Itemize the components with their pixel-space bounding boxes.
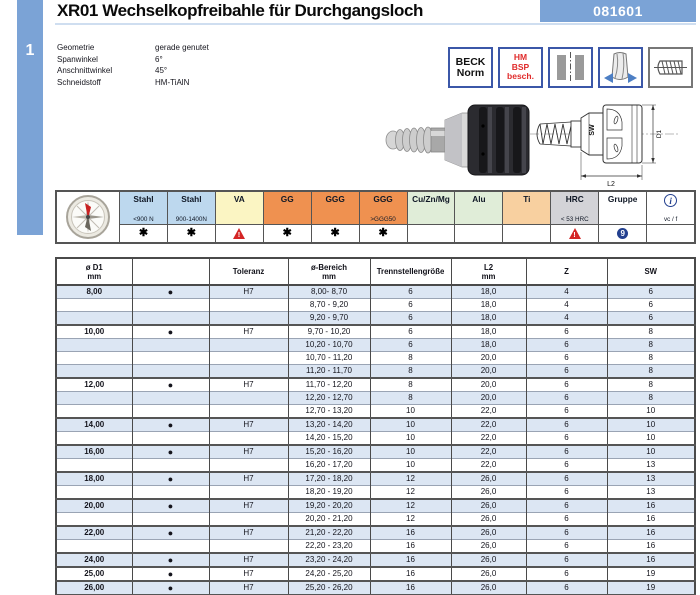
- table-row: [56, 567, 695, 581]
- cell-z: 6: [526, 567, 607, 581]
- cell-d1: [56, 405, 132, 419]
- table-row: [56, 392, 695, 405]
- cell-trenn: 12: [370, 513, 451, 527]
- cell-trenn: 16: [370, 553, 451, 567]
- cell-trenn: 16: [370, 540, 451, 554]
- cell-d1: 26,00: [56, 581, 132, 595]
- cell-dot: [132, 432, 209, 446]
- cell-sw: 16: [607, 513, 695, 527]
- cell-z: 6: [526, 432, 607, 446]
- cell-range: 18,20 - 19,20: [288, 486, 370, 500]
- cell-dot: ●: [132, 285, 209, 299]
- material-sublabel: <900 N: [133, 216, 154, 224]
- cell-d1: [56, 312, 132, 326]
- dim-label-d1: D1: [656, 129, 663, 139]
- cell-range: 11,70 - 12,20: [288, 378, 370, 392]
- cell-z: 6: [526, 513, 607, 527]
- material-suitability-cell: [408, 224, 455, 242]
- info-icon: i: [664, 194, 677, 207]
- cell-tol: [209, 459, 288, 473]
- table-row: [56, 432, 695, 446]
- spec-value: 45°: [155, 66, 168, 75]
- cell-z: 6: [526, 325, 607, 339]
- material-name: Alu: [472, 194, 486, 204]
- material-column: [168, 192, 216, 242]
- cell-trenn: 10: [370, 432, 451, 446]
- cell-sw: 8: [607, 352, 695, 365]
- cell-range: 21,20 - 22,20: [288, 526, 370, 540]
- cell-l2: 20,0: [451, 392, 526, 405]
- table-header-row: [56, 258, 695, 285]
- material-suitability-cell: [647, 224, 694, 242]
- cell-d1: [56, 432, 132, 446]
- cell-dot: [132, 352, 209, 365]
- cell-sw: 8: [607, 325, 695, 339]
- cell-d1: 16,00: [56, 445, 132, 459]
- product-code-badge: 081601: [540, 0, 696, 22]
- table-row: [56, 526, 695, 540]
- cell-tol: [209, 392, 288, 405]
- table-row: [56, 365, 695, 379]
- cell-l2: 26,0: [451, 540, 526, 554]
- dim-label-sw: SW: [589, 124, 596, 136]
- through-hole-cross-section-icon: [548, 47, 593, 88]
- cell-z: 6: [526, 445, 607, 459]
- cell-dot: [132, 486, 209, 500]
- cell-sw: 10: [607, 432, 695, 446]
- cell-dot: [132, 339, 209, 352]
- warning-icon: [569, 228, 581, 239]
- col-header-z: Z: [526, 258, 607, 285]
- cell-z: 6: [526, 526, 607, 540]
- material-suitability-cell: [360, 224, 407, 242]
- spec-label: Anschnittwinkel: [57, 66, 113, 75]
- table-row: [56, 405, 695, 419]
- cell-dot: [132, 299, 209, 312]
- cell-l2: 18,0: [451, 285, 526, 299]
- cell-d1: [56, 299, 132, 312]
- cell-range: 11,20 - 11,70: [288, 365, 370, 379]
- cell-tol: H7: [209, 499, 288, 513]
- cell-z: 4: [526, 299, 607, 312]
- cell-range: 15,20 - 16,20: [288, 445, 370, 459]
- material-column: [120, 192, 168, 242]
- cell-z: 6: [526, 553, 607, 567]
- col-header-d1: ø D1 mm: [56, 258, 132, 285]
- badge-row: [448, 47, 693, 88]
- cell-tol: H7: [209, 472, 288, 486]
- spec-row-spanwinkel: [57, 54, 209, 66]
- cell-z: 6: [526, 418, 607, 432]
- cell-d1: [56, 339, 132, 352]
- material-column: [408, 192, 456, 242]
- table-body: [56, 285, 695, 595]
- material-name: VA: [233, 194, 245, 204]
- cell-d1: 24,00: [56, 553, 132, 567]
- table-row: [56, 418, 695, 432]
- cell-l2: 18,0: [451, 312, 526, 326]
- group-number-badge: 9: [617, 228, 628, 239]
- cell-trenn: 8: [370, 365, 451, 379]
- material-name: GGG: [373, 194, 393, 204]
- beck-norm-badge: BECK Norm: [448, 47, 493, 88]
- cell-trenn: 6: [370, 299, 451, 312]
- table-row: [56, 445, 695, 459]
- table-row: [56, 312, 695, 326]
- material-suitability-cell: [312, 224, 359, 242]
- cell-l2: 26,0: [451, 553, 526, 567]
- material-name: HRC: [565, 194, 584, 204]
- material-suitability-cell: [168, 224, 215, 242]
- cell-sw: 6: [607, 285, 695, 299]
- table-row: [56, 499, 695, 513]
- section-tab: [17, 0, 43, 235]
- cell-d1: [56, 459, 132, 473]
- cell-dot: [132, 312, 209, 326]
- cell-tol: H7: [209, 445, 288, 459]
- cell-z: 6: [526, 486, 607, 500]
- table-row: [56, 472, 695, 486]
- cell-tol: [209, 432, 288, 446]
- material-sublabel: 900-1400N: [175, 216, 207, 224]
- cell-l2: 22,0: [451, 432, 526, 446]
- cell-sw: 16: [607, 553, 695, 567]
- material-name: GG: [280, 194, 294, 204]
- cell-d1: 8,00: [56, 285, 132, 299]
- cell-dot: ●: [132, 418, 209, 432]
- star-icon: ✱: [138, 227, 149, 240]
- cell-dot: ●: [132, 526, 209, 540]
- spec-value: gerade genutet: [155, 43, 209, 52]
- cell-l2: 22,0: [451, 459, 526, 473]
- table-row: [56, 513, 695, 527]
- material-suitability-cell: [120, 224, 167, 242]
- cell-trenn: 10: [370, 405, 451, 419]
- cell-trenn: 16: [370, 581, 451, 595]
- table-row: [56, 540, 695, 554]
- cell-dot: ●: [132, 445, 209, 459]
- cell-l2: 20,0: [451, 378, 526, 392]
- spec-label: Geometrie: [57, 43, 95, 52]
- cell-sw: 10: [607, 445, 695, 459]
- cell-z: 4: [526, 285, 607, 299]
- cell-range: 12,20 - 12,70: [288, 392, 370, 405]
- cell-trenn: 16: [370, 567, 451, 581]
- material-name: Stahl: [181, 194, 202, 204]
- cell-l2: 18,0: [451, 339, 526, 352]
- cell-dot: ●: [132, 567, 209, 581]
- cell-l2: 20,0: [451, 352, 526, 365]
- cell-trenn: 10: [370, 418, 451, 432]
- cell-sw: 10: [607, 405, 695, 419]
- cell-d1: [56, 352, 132, 365]
- table-row: [56, 352, 695, 365]
- table-row: [56, 378, 695, 392]
- cell-dot: ●: [132, 378, 209, 392]
- cell-range: 10,70 - 11,20: [288, 352, 370, 365]
- cell-l2: 26,0: [451, 581, 526, 595]
- cell-tol: H7: [209, 526, 288, 540]
- cell-tol: [209, 540, 288, 554]
- cell-trenn: 6: [370, 339, 451, 352]
- cell-dot: [132, 513, 209, 527]
- cell-tol: H7: [209, 325, 288, 339]
- dim-label-l2: L2: [607, 181, 615, 188]
- cell-l2: 22,0: [451, 418, 526, 432]
- cell-dot: ●: [132, 499, 209, 513]
- material-suitability-cell: [216, 224, 263, 242]
- cell-dot: [132, 405, 209, 419]
- cell-range: 25,20 - 26,20: [288, 581, 370, 595]
- cell-sw: 16: [607, 499, 695, 513]
- cell-z: 6: [526, 405, 607, 419]
- material-column: [503, 192, 551, 242]
- cell-sw: 6: [607, 299, 695, 312]
- cell-range: 24,20 - 25,20: [288, 567, 370, 581]
- cell-tol: [209, 339, 288, 352]
- cell-tol: H7: [209, 581, 288, 595]
- cell-tol: H7: [209, 567, 288, 581]
- table-row: [56, 581, 695, 595]
- cell-tol: H7: [209, 553, 288, 567]
- spec-value: 6°: [155, 54, 163, 64]
- cell-tol: [209, 299, 288, 312]
- spec-value: HM-TiAlN: [155, 77, 190, 87]
- cell-l2: 26,0: [451, 567, 526, 581]
- material-name: Gruppe: [607, 194, 638, 204]
- cell-z: 6: [526, 392, 607, 405]
- cell-dot: ●: [132, 472, 209, 486]
- cell-d1: [56, 540, 132, 554]
- cell-z: 6: [526, 540, 607, 554]
- material-column: [551, 192, 599, 242]
- cell-trenn: 12: [370, 472, 451, 486]
- cell-range: 8,00- 8,70: [288, 285, 370, 299]
- cell-tol: [209, 405, 288, 419]
- threaded-shank-icon: [648, 47, 693, 88]
- cell-d1: [56, 365, 132, 379]
- cell-l2: 26,0: [451, 499, 526, 513]
- spec-list: [57, 42, 209, 88]
- cell-z: 6: [526, 339, 607, 352]
- cell-l2: 26,0: [451, 513, 526, 527]
- cell-z: 6: [526, 499, 607, 513]
- cell-tol: [209, 486, 288, 500]
- col-header-trennstellengroesse: Trennstellengröße: [370, 258, 451, 285]
- cell-l2: 26,0: [451, 472, 526, 486]
- cell-sw: 8: [607, 392, 695, 405]
- spec-label: Spanwinkel: [57, 54, 98, 64]
- col-header-bereich: ø-Bereich mm: [288, 258, 370, 285]
- material-suitability-cell: [455, 224, 502, 242]
- cell-range: 12,70 - 13,20: [288, 405, 370, 419]
- cell-tol: [209, 365, 288, 379]
- cell-trenn: 10: [370, 445, 451, 459]
- cell-z: 6: [526, 378, 607, 392]
- material-sublabel: < 53 HRC: [560, 216, 589, 224]
- material-column: [312, 192, 360, 242]
- cell-range: 9,20 - 9,70: [288, 312, 370, 326]
- material-suitability-cell: [503, 224, 550, 242]
- table-row: [56, 486, 695, 500]
- cell-range: 13,20 - 14,20: [288, 418, 370, 432]
- spec-row-anschnittwinkel: [57, 65, 209, 77]
- cell-trenn: 6: [370, 325, 451, 339]
- material-sublabel: >GGG50: [370, 216, 396, 224]
- cell-tol: [209, 513, 288, 527]
- material-name: GGG: [325, 194, 345, 204]
- material-column: [264, 192, 312, 242]
- cell-range: 8,70 - 9,20: [288, 299, 370, 312]
- cell-sw: 19: [607, 581, 695, 595]
- material-sublabel: vc / f: [663, 216, 678, 224]
- table-row: [56, 339, 695, 352]
- star-icon: ✱: [282, 227, 292, 240]
- cell-sw: 8: [607, 339, 695, 352]
- cell-range: 14,20 - 15,20: [288, 432, 370, 446]
- cell-sw: 19: [607, 567, 695, 581]
- cell-range: 19,20 - 20,20: [288, 499, 370, 513]
- cell-tol: [209, 352, 288, 365]
- material-column: [599, 192, 647, 242]
- cell-dot: [132, 365, 209, 379]
- cell-z: 6: [526, 581, 607, 595]
- cell-sw: 13: [607, 486, 695, 500]
- cell-d1: 12,00: [56, 378, 132, 392]
- warning-icon: [233, 228, 245, 239]
- col-header-sw: SW: [607, 258, 695, 285]
- cell-trenn: 16: [370, 526, 451, 540]
- cell-sw: 13: [607, 472, 695, 486]
- cell-range: 23,20 - 24,20: [288, 553, 370, 567]
- cell-dot: [132, 459, 209, 473]
- cell-z: 6: [526, 459, 607, 473]
- cell-range: 22,20 - 23,20: [288, 540, 370, 554]
- table-row: [56, 553, 695, 567]
- cell-range: 10,20 - 10,70: [288, 339, 370, 352]
- star-icon: ✱: [186, 227, 196, 240]
- cell-trenn: 10: [370, 459, 451, 473]
- cell-l2: 20,0: [451, 365, 526, 379]
- col-header-toleranz: Toleranz: [209, 258, 288, 285]
- cell-range: 16,20 - 17,20: [288, 459, 370, 473]
- cell-d1: 22,00: [56, 526, 132, 540]
- cell-sw: 16: [607, 540, 695, 554]
- cell-d1: [56, 513, 132, 527]
- cell-tol: [209, 312, 288, 326]
- cell-sw: 8: [607, 378, 695, 392]
- cell-z: 4: [526, 312, 607, 326]
- spec-row-geometrie: [57, 42, 209, 54]
- spec-label: Schneidstoff: [57, 77, 101, 87]
- cell-d1: 18,00: [56, 472, 132, 486]
- cell-sw: 13: [607, 459, 695, 473]
- material-column: [647, 192, 694, 242]
- cell-d1: 10,00: [56, 325, 132, 339]
- cell-trenn: 8: [370, 378, 451, 392]
- dimension-table: [55, 257, 696, 595]
- cell-dot: ●: [132, 325, 209, 339]
- col-header-availability: [132, 258, 209, 285]
- material-name: Stahl: [133, 194, 154, 204]
- cell-d1: 25,00: [56, 567, 132, 581]
- cell-z: 6: [526, 472, 607, 486]
- cell-l2: 22,0: [451, 445, 526, 459]
- material-column: [360, 192, 408, 242]
- star-icon: ✱: [330, 227, 340, 240]
- cell-sw: 16: [607, 526, 695, 540]
- cell-dot: [132, 392, 209, 405]
- material-suitability-cell: [599, 224, 646, 242]
- product-photo: [383, 98, 533, 183]
- material-column: [216, 192, 264, 242]
- cell-trenn: 6: [370, 312, 451, 326]
- cell-trenn: 12: [370, 486, 451, 500]
- section-number: 1: [25, 42, 35, 59]
- cell-range: 9,70 - 10,20: [288, 325, 370, 339]
- cell-l2: 18,0: [451, 299, 526, 312]
- cell-z: 6: [526, 352, 607, 365]
- page-title: XR01 Wechselkopfreibahle für Durchgangsloch: [57, 1, 424, 20]
- col-header-l2: L2 mm: [451, 258, 526, 285]
- cell-sw: 6: [607, 312, 695, 326]
- table-row: [56, 285, 695, 299]
- table-row: [56, 459, 695, 473]
- cell-dot: ●: [132, 553, 209, 567]
- cell-trenn: 6: [370, 285, 451, 299]
- hm-bsp-coated-badge: HM BSP besch.: [498, 47, 543, 88]
- header-divider: [55, 23, 696, 25]
- cell-z: 6: [526, 365, 607, 379]
- cell-l2: 22,0: [451, 405, 526, 419]
- material-column: [455, 192, 503, 242]
- technical-drawing: [528, 90, 698, 190]
- star-icon: ✱: [378, 227, 388, 240]
- cell-trenn: 12: [370, 499, 451, 513]
- cell-sw: 10: [607, 418, 695, 432]
- cell-range: 17,20 - 18,20: [288, 472, 370, 486]
- cell-l2: 18,0: [451, 325, 526, 339]
- material-suitability-cell: [551, 224, 598, 242]
- cell-tol: H7: [209, 285, 288, 299]
- compass-icon: [57, 192, 120, 242]
- reamer-head-arrows-icon: [598, 47, 643, 88]
- cell-tol: H7: [209, 378, 288, 392]
- cell-sw: 8: [607, 365, 695, 379]
- cell-d1: [56, 392, 132, 405]
- material-name: Ti: [523, 194, 531, 204]
- cell-trenn: 8: [370, 352, 451, 365]
- cell-l2: 26,0: [451, 486, 526, 500]
- material-suitability-strip: [55, 190, 696, 244]
- cell-dot: ●: [132, 581, 209, 595]
- cell-d1: [56, 486, 132, 500]
- material-name: Cu/Zn/Mg: [412, 194, 450, 204]
- cell-d1: 20,00: [56, 499, 132, 513]
- table-row: [56, 299, 695, 312]
- cell-d1: 14,00: [56, 418, 132, 432]
- table-row: [56, 325, 695, 339]
- spec-row-schneidstoff: [57, 77, 209, 89]
- cell-trenn: 8: [370, 392, 451, 405]
- material-suitability-cell: [264, 224, 311, 242]
- cell-dot: [132, 540, 209, 554]
- cell-range: 20,20 - 21,20: [288, 513, 370, 527]
- cell-l2: 26,0: [451, 526, 526, 540]
- cell-tol: H7: [209, 418, 288, 432]
